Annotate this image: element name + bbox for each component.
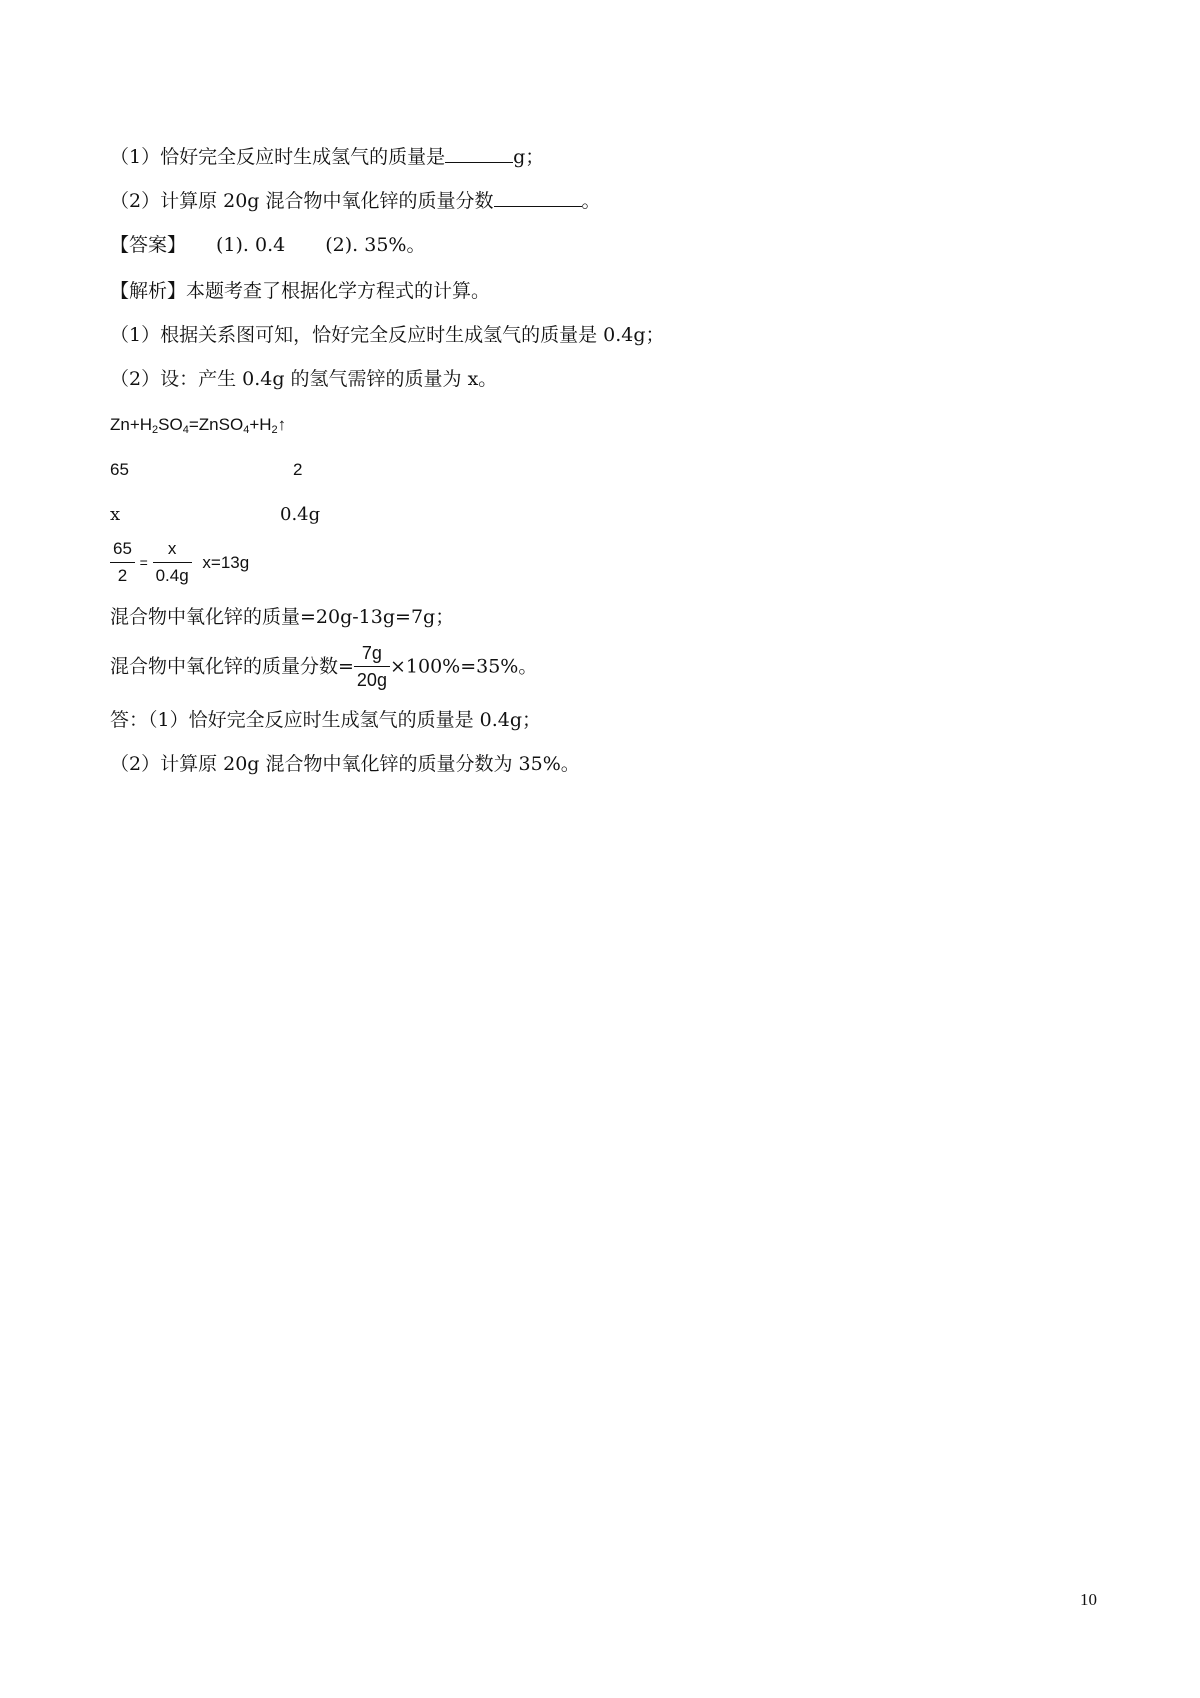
calc-mass-fraction	[110, 640, 537, 693]
frac-num-7g: 7g	[354, 640, 390, 667]
answer-label: 【答案】	[110, 234, 187, 256]
eq-sub-3: 4	[243, 424, 250, 436]
chemical-equation	[110, 412, 286, 443]
analysis-step-1: （1）根据关系图可知，恰好完全反应时生成氢气的质量是 0.4g；	[110, 324, 665, 346]
fraction-65-over-2	[110, 536, 135, 589]
ratio-0-4g: 0.4g	[280, 504, 321, 525]
answer-2: (2). 35%。	[325, 234, 426, 256]
equals-sign: =	[139, 554, 148, 571]
answer-1: (1). 0.4	[216, 234, 286, 256]
ratio-x: x	[110, 504, 121, 525]
analysis-intro: 【解析】本题考查了根据化学方程式的计算。	[110, 280, 491, 302]
fraction-7g-over-20g	[354, 640, 390, 693]
question-1-text: （1）恰好完全反应时生成氢气的质量是	[110, 146, 446, 168]
answer-blank-1	[445, 144, 513, 163]
question-1	[110, 144, 544, 170]
answer-line	[110, 232, 425, 258]
calc2-suffix: ×100%=35%。	[389, 655, 538, 678]
eq-znso: =ZnSO	[188, 415, 244, 434]
proportion	[110, 536, 249, 589]
eq-sub-1: 2	[152, 424, 159, 436]
frac-den-0-4g: 0.4g	[155, 566, 189, 585]
frac-num-x: x	[153, 536, 192, 563]
gas-arrow-icon: ↑	[277, 415, 287, 434]
question-2	[110, 188, 601, 214]
answer-blank-2	[494, 188, 582, 207]
proportion-result: x=13g	[202, 552, 250, 572]
calc-zinc-oxide-mass: 混合物中氧化锌的质量=20g-13g=7g；	[110, 606, 455, 628]
ratio-row-1	[110, 457, 303, 483]
frac-den-20g: 20g	[356, 670, 387, 690]
fraction-x-over-0-4g	[153, 536, 192, 589]
question-1-unit: g；	[513, 146, 545, 168]
final-answer-2: （2）计算原 20g 混合物中氧化锌的质量分数为 35%。	[110, 753, 580, 775]
analysis-step-2: （2）设：产生 0.4g 的氢气需锌的质量为 x。	[110, 368, 498, 390]
eq-h: +H	[249, 415, 272, 434]
eq-sub-4: 2	[271, 424, 278, 436]
eq-zn: Zn+H	[110, 415, 153, 434]
eq-sub-2: 4	[182, 424, 189, 436]
page-number: 10	[1080, 1590, 1097, 1609]
question-2-text: （2）计算原 20g 混合物中氧化锌的质量分数	[110, 190, 494, 212]
final-answer-1: 答：（1）恰好完全反应时生成氢气的质量是 0.4g；	[110, 709, 542, 731]
ratio-2: 2	[293, 460, 303, 479]
ratio-row-2	[110, 502, 321, 528]
question-2-end: 。	[581, 190, 601, 212]
frac-den-2: 2	[117, 566, 128, 585]
ratio-65: 65	[110, 460, 129, 479]
frac-num-65: 65	[110, 536, 135, 563]
eq-so4: SO	[158, 415, 183, 434]
calc2-prefix: 混合物中氧化锌的质量分数=	[110, 655, 354, 678]
